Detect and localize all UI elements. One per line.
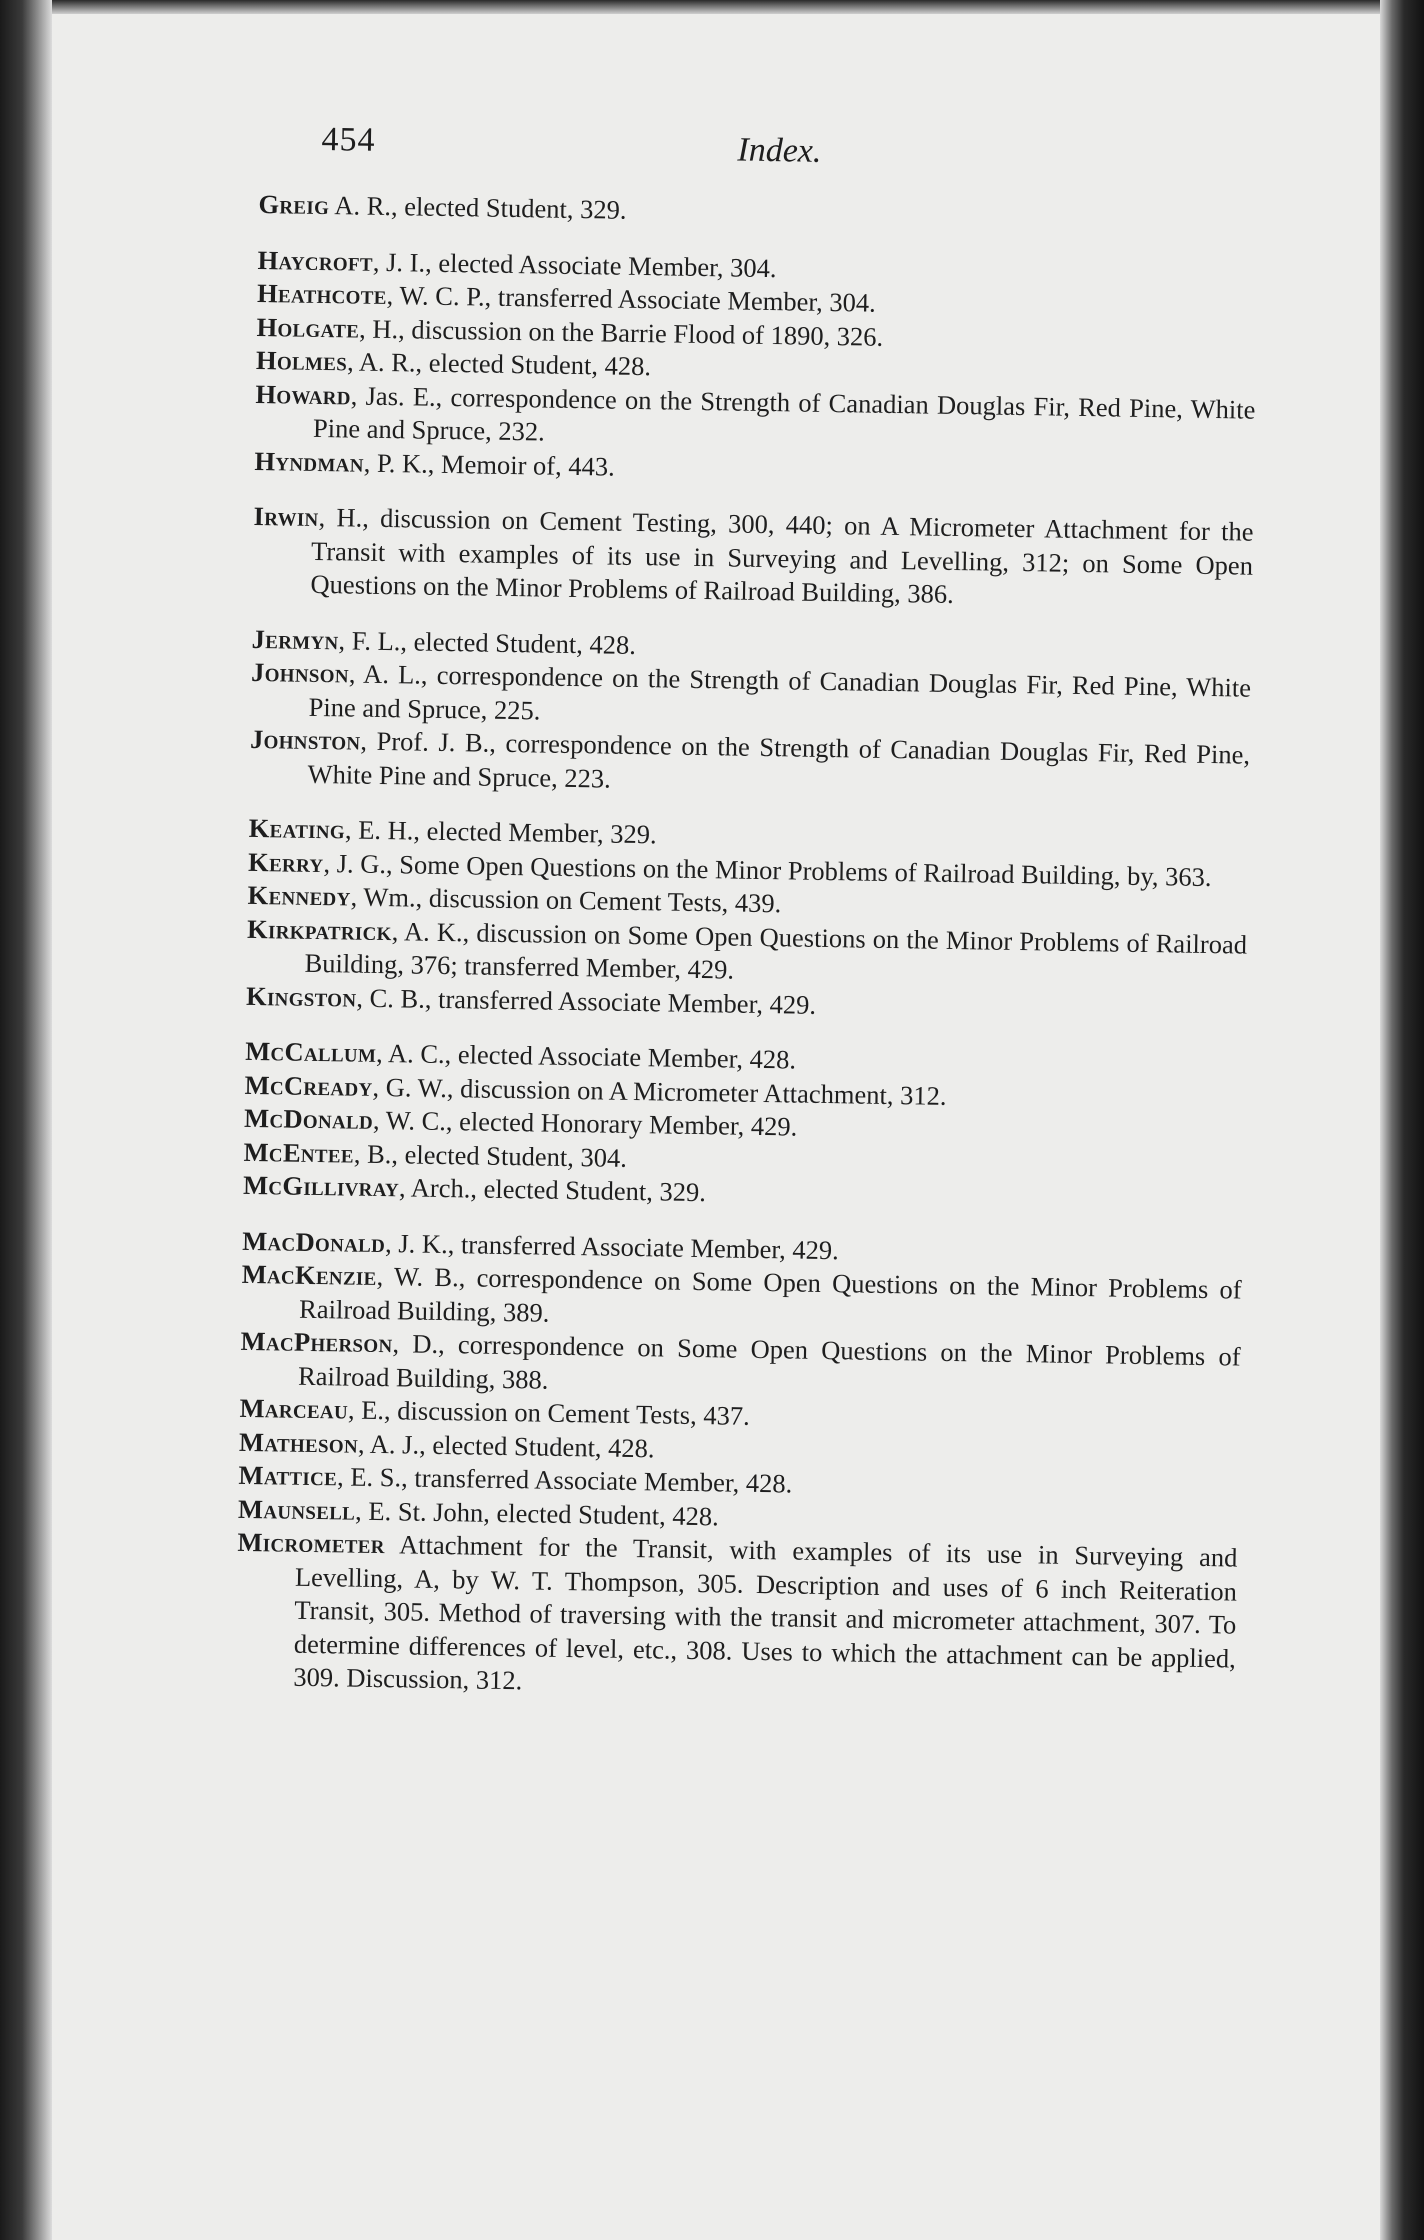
entry-name: Mattice bbox=[238, 1459, 338, 1492]
entry-text: , W. C., elected Honorary Member, 429. bbox=[372, 1104, 798, 1142]
entry-name: Hyndman bbox=[254, 445, 364, 478]
entry-name: Holmes bbox=[255, 344, 348, 377]
index-letter-group bbox=[254, 243, 1258, 493]
entry-text: , G. W., discussion on A Micrometer Attachment, 312. bbox=[372, 1071, 947, 1111]
entry-text: , A. C., elected Associate Member, 428. bbox=[375, 1037, 797, 1075]
index-letter-group bbox=[258, 188, 1258, 237]
entry-text: , A. J., elected Student, 428. bbox=[357, 1428, 655, 1463]
entry-text: A. R., elected Student, 329. bbox=[328, 190, 627, 225]
page-number: 454 bbox=[321, 120, 376, 159]
entry-text: , B., elected Student, 304. bbox=[353, 1138, 628, 1173]
entry-name: Johnston bbox=[249, 723, 361, 756]
entry-text: , J. I., elected Associate Member, 304. bbox=[372, 246, 777, 283]
entry-text: , H., discussion on the Barrie Flood of 1890, 326. bbox=[358, 313, 884, 352]
entry-name: Howard bbox=[255, 378, 352, 410]
entry-text: , E., discussion on Cement Tests, 437. bbox=[347, 1394, 750, 1431]
entry-name: MacPherson bbox=[240, 1325, 393, 1359]
entry-text: , W. C. P., transferred Associate Member, 304. bbox=[386, 280, 877, 318]
index-letter-group bbox=[246, 812, 1249, 1029]
entry-text: , J. K., transferred Associate Member, 429. bbox=[384, 1227, 840, 1265]
entry-name: McGillivray bbox=[242, 1169, 400, 1203]
page-header bbox=[259, 110, 1260, 198]
entry-text: , Prof. J. B., correspondence on the Strength of Canadian Douglas Fir, Red Pine, White Pine and Spruce, 223. bbox=[307, 725, 1251, 794]
entry-name: Marceau bbox=[239, 1392, 349, 1425]
entry-name: Holgate bbox=[256, 311, 360, 344]
index-letter-group bbox=[249, 622, 1252, 805]
book-spine-shadow bbox=[0, 0, 52, 2240]
entry-text: , E. St. John, elected Student, 428. bbox=[354, 1495, 719, 1531]
index-entry bbox=[249, 723, 1250, 806]
entry-name: Heathcote bbox=[256, 277, 387, 311]
index-entry bbox=[235, 1526, 1238, 1709]
entry-text: , Wm., discussion on Cement Tests, 439. bbox=[350, 881, 782, 919]
entry-text: , D., correspondence on Some Open Questions on the Minor Problems of Railroad Building, 388. bbox=[297, 1328, 1241, 1395]
running-title: Index. bbox=[737, 131, 822, 170]
entry-name: Kerry bbox=[247, 846, 324, 878]
entry-text: Attachment for the Transit, with examples of its use in Surveying and Levelling, A, by W. T. Thompson, 305. Description and uses of 6 inch Reiteration Transit, 305. Method of traversing with the transit and micrometer attachment, 307. To determine differences of level, etc., 308. Uses to which the attachment can be applied, 309. Discussion, 312. bbox=[293, 1529, 1238, 1696]
entry-name: Haycroft bbox=[257, 244, 374, 277]
page-right-edge bbox=[1380, 0, 1424, 2240]
entry-text: , A. L., correspondence on the Strength of Canadian Douglas Fir, Red Pine, White Pine and Spruce, 225. bbox=[308, 658, 1252, 725]
entry-text: , J. G., Some Open Questions on the Minor Problems of Railroad Building, by, 363. bbox=[323, 847, 1212, 892]
entry-text: , Jas. E., correspondence on the Strength of Canadian Douglas Fir, Red Pine, White Pine and Spruce, 232. bbox=[312, 379, 1256, 447]
entry-text: , W. B., correspondence on Some Open Questions on the Minor Problems of Railroad Building, 389. bbox=[298, 1260, 1242, 1328]
entry-name: Johnson bbox=[250, 656, 350, 689]
entry-name: Irwin bbox=[253, 500, 319, 532]
page-top-edge bbox=[0, 0, 1424, 14]
page-content bbox=[235, 110, 1260, 1709]
entry-text: , E. S., transferred Associate Member, 428. bbox=[336, 1461, 793, 1499]
index-body bbox=[235, 188, 1259, 1709]
entry-name: MacDonald bbox=[242, 1225, 386, 1258]
entry-name: McCallum bbox=[244, 1035, 377, 1068]
entry-text: , A. K., discussion on Some Open Questions on the Minor Problems of Railroad Building, 376; transferred Member, 429. bbox=[304, 915, 1248, 985]
index-letter-group bbox=[243, 1035, 1246, 1218]
entry-name: Greig bbox=[258, 188, 330, 221]
entry-text: , A. R., elected Student, 428. bbox=[346, 346, 652, 382]
index-entry bbox=[258, 188, 1258, 237]
entry-text: , Arch., elected Student, 329. bbox=[398, 1172, 707, 1208]
entry-name: Kennedy bbox=[247, 879, 351, 912]
entry-text: , E. H., elected Member, 329. bbox=[344, 814, 657, 850]
index-letter-group bbox=[252, 500, 1253, 616]
entry-name: McDonald bbox=[243, 1102, 374, 1135]
index-letter-group bbox=[235, 1224, 1242, 1709]
entry-name: Maunsell bbox=[237, 1493, 356, 1526]
entry-text: , H., discussion on Cement Testing, 300, 440; on A Micrometer Attachment for the Transit with examples of its use in Surveying and Levelling, 312; on Some Open Questions on the Minor Problems of Railroad Building, 386. bbox=[310, 501, 1254, 609]
entry-name: Micrometer bbox=[237, 1526, 386, 1560]
entry-text: , F. L., elected Student, 428. bbox=[338, 624, 637, 660]
entry-name: McCready bbox=[244, 1069, 373, 1102]
entry-name: Keating bbox=[248, 812, 346, 845]
index-entry bbox=[252, 500, 1253, 616]
entry-name: MacKenzie bbox=[241, 1258, 377, 1291]
entry-text: , C. B., transferred Associate Member, 429. bbox=[356, 982, 817, 1020]
entry-name: Jermyn bbox=[251, 623, 339, 655]
entry-name: Kingston bbox=[245, 980, 357, 1013]
entry-name: Kirkpatrick bbox=[246, 913, 392, 946]
entry-name: Matheson bbox=[238, 1426, 359, 1459]
entry-name: McEntee bbox=[243, 1136, 355, 1169]
entry-text: , P. K., Memoir of, 443. bbox=[363, 447, 615, 482]
